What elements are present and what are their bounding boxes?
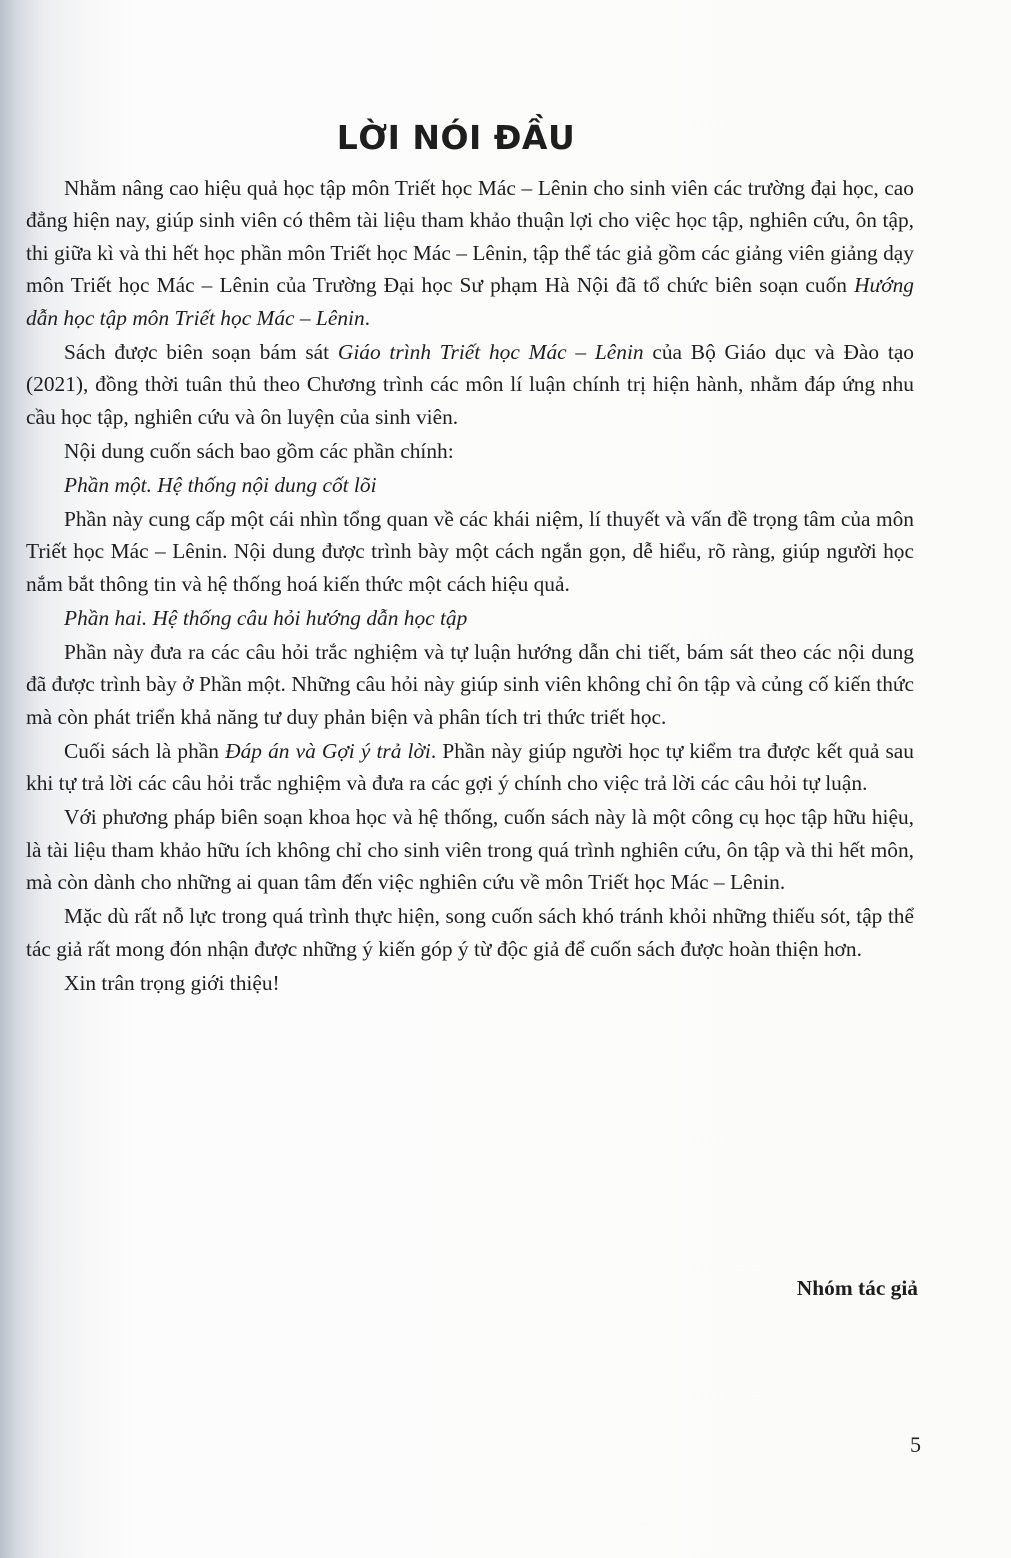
paragraph-closing: Xin trân trọng giới thiệu!	[64, 970, 280, 995]
basis-end: của Bộ Giáo dục và Đào tạo (2021), đồng thời tuân thủ theo Chương trình các môn lí luận chính trị hiện hành, nhằm đáp ứng nhu cầu học tập, nghiên cứu và ôn luyện của sinh viên.	[26, 339, 915, 429]
paragraph-contents-intro: Nội dung cuốn sách bao gồm các phần chính:	[64, 438, 454, 463]
purpose-text: Nhằm nâng cao hiệu quả học tập môn Triết học Mác – Lênin cho sinh viên các trường đại học, cao đẳng hiện nay, giúp sinh viên có thêm tài liệu tham khảo thuận lợi cho việc học tập, nghiên cứu, ôn tập, thi giữa kì và thi hết học phần môn Triết học Mác – Lênin, tập thể tác giả gồm các giảng viên giảng dạy môn Triết học Mác – Lênin của Trường Đại học Sư phạm Hà Nội đã tổ chức biên soạn cuốn	[26, 176, 914, 298]
page-title: LỜI NÓI ĐẦU	[336, 118, 576, 158]
paragraph-purpose	[26, 172, 914, 334]
paragraph-answers	[26, 735, 914, 800]
paragraph-method: Với phương pháp biên soạn khoa học và hệ thống, cuốn sách này là một công cụ học tập hữu hiệu, là tài liệu tham khảo hữu ích không chỉ cho sinh viên trong quá trình nghiên cứu, ôn tập và thi hết môn, mà còn dành cho những ai quan tâm đến việc nghiên cứu về môn Triết học Mác – Lênin.	[26, 805, 914, 895]
part-one-heading: Phần một. Hệ thống nội dung cốt lõi	[64, 472, 377, 497]
paragraph-effort: Mặc dù rất nỗ lực trong quá trình thực hiện, song cuốn sách khó tránh khỏi những thiếu sót, tập thể tác giả rất mong đón nhận được những ý kiến góp ý từ độc giả để cuốn sách được hoàn thiện hơn.	[26, 904, 914, 961]
basis-start: Sách được biên soạn bám sát	[64, 339, 338, 364]
source-textbook-reference: Giáo trình Triết học Mác – Lênin	[337, 339, 644, 364]
book-title-reference: Hướng dẫn học tập môn Triết học Mác – Lênin	[26, 273, 914, 330]
paragraph-basis	[26, 336, 914, 433]
answers-end: . Phần này giúp người học tự kiểm tra được kết quả sau khi tự trả lời các câu hỏi trắc nghiệm và đưa ra các gợi ý chính cho việc trả lời các câu hỏi tự luận.	[26, 738, 914, 796]
answers-start: Cuối sách là phần	[64, 738, 226, 763]
page-number: 5	[910, 1432, 921, 1457]
author-signature: Nhóm tác giả	[796, 1276, 918, 1300]
part-two-description: Phần này đưa ra các câu hỏi trắc nghiệm và tự luận hướng dẫn chi tiết, bám sát theo các nội dung đã được trình bày ở Phần một. Những câu hỏi này giúp sinh viên không chỉ ôn tập và củng cố kiến thức mà còn phát triển khả năng tư duy phản biện và phân tích tri thức triết học.	[26, 639, 914, 729]
purpose-end: .	[364, 305, 371, 330]
preface-body	[26, 172, 914, 999]
answers-section-reference: Đáp án và Gợi ý trả lời	[225, 738, 431, 763]
part-one-description: Phần này cung cấp một cái nhìn tổng quan về các khái niệm, lí thuyết và vấn đề trọng tâm của môn Triết học Mác – Lênin. Nội dung được trình bày một cách ngắn gọn, dễ hiểu, rõ ràng, giúp người học nắm bắt thông tin và hệ thống hoá kiến thức một cách hiệu quả.	[26, 506, 914, 596]
part-two-heading: Phần hai. Hệ thống câu hỏi hướng dẫn học tập	[64, 605, 468, 630]
